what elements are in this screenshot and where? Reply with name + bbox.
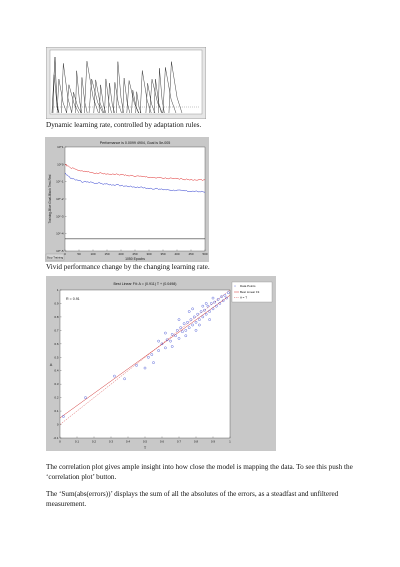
x-tick-label: 400 [174, 252, 180, 256]
y-tick-label: 0.1 [54, 409, 59, 414]
y-tick-label: 0.3 [54, 382, 59, 387]
correlation-legend [232, 282, 272, 302]
y-tick-label: -0.1 [53, 436, 59, 440]
correlation-r-label: R = 0.91 [66, 297, 80, 301]
x-tick-label: 0.6 [159, 439, 165, 444]
x-tick-label: 0.3 [108, 439, 114, 444]
y-tick-label: 10^-3 [56, 214, 64, 219]
y-tick-label: 0.5 [54, 355, 59, 360]
x-tick-label: 150 [104, 252, 110, 256]
legend-marker-data: ○ [234, 284, 237, 288]
x-tick-label: 200 [118, 252, 124, 256]
x-tick-label: 0.1 [74, 439, 80, 444]
sum-abs-errors-paragraph: The ‘Sum(abs(errors))’ displays the sum of all the absolutes of the errors, as a steadfast and unfiltered measurement. [46, 490, 339, 508]
x-tick-label: 0.4 [125, 439, 131, 444]
y-tick-label: 0.7 [54, 328, 59, 333]
legend-data-points: Data Points [240, 284, 256, 288]
x-tick-label: 0 [59, 439, 61, 444]
x-tick-label: 0.8 [193, 439, 199, 444]
correlation-plot-title: Best Linear Fit: A = (0.911) T + (0.0498) [113, 282, 177, 286]
x-tick-label: 500 [202, 252, 208, 256]
y-tick-label: 1 [56, 288, 59, 292]
performance-chart [45, 137, 209, 262]
x-tick-label: 300 [146, 252, 152, 256]
figure1-caption: Dynamic learning rate, controlled by adaptation rules. [46, 121, 202, 129]
y-tick-label: 0.4 [54, 368, 59, 373]
y-tick-label: 0 [56, 422, 59, 427]
x-tick-label: 250 [132, 252, 138, 256]
y-tick-label: 10^-5 [56, 249, 64, 253]
y-tick-label: 0.6 [54, 341, 59, 346]
performance-chart-title: Performance is 0.0099 4904, Goal is 5e-005 [99, 141, 171, 145]
x-tick-label: 0.9 [210, 439, 216, 444]
x-tick-label: 100 [90, 252, 96, 256]
x-tick-label: 450 [188, 252, 194, 256]
x-tick-label: 0.7 [176, 439, 182, 444]
y-tick-label: 10^-2 [56, 197, 64, 201]
y-tick-label: 0.2 [54, 395, 59, 400]
y-tick-label: 10^-4 [56, 231, 64, 236]
correlation-plot [46, 276, 276, 451]
x-tick-label: 1 [229, 439, 231, 444]
correlation-ylabel: A [49, 363, 53, 367]
y-tick-label: 10^1 [57, 145, 64, 149]
learning-rate-figure [46, 47, 206, 119]
figure2-caption: Vivid performance change by the changing learning rate. [46, 263, 210, 271]
x-tick-label: 0.5 [142, 439, 148, 444]
y-tick-label: 10^0 [57, 162, 64, 167]
x-tick-label: 350 [160, 252, 166, 256]
x-tick-label: 0 [64, 252, 66, 256]
x-tick-label: 50 [77, 252, 81, 256]
stop-training-label: Stop Training [46, 255, 64, 260]
legend-identity: A = T [240, 295, 248, 300]
correlation-xlabel: T [143, 446, 147, 450]
legend-best-fit: Best Linear Fit [240, 290, 260, 294]
y-tick-label: 10^-1 [56, 179, 64, 184]
y-tick-label: 0.9 [54, 301, 59, 306]
performance-chart-ylabel: Training-Blue Goal-Black Test-Red [48, 174, 52, 224]
stop-training-button[interactable] [46, 254, 64, 260]
y-tick-label: 0.8 [54, 314, 59, 319]
correlation-paragraph: The correlation plot gives ample insight into how close the model is mapping the data. To see this push the ‘correlation plot’ button. [46, 463, 353, 481]
x-tick-label: 0.2 [91, 439, 97, 444]
performance-chart-xlabel: 1050 Epochs [125, 257, 145, 261]
